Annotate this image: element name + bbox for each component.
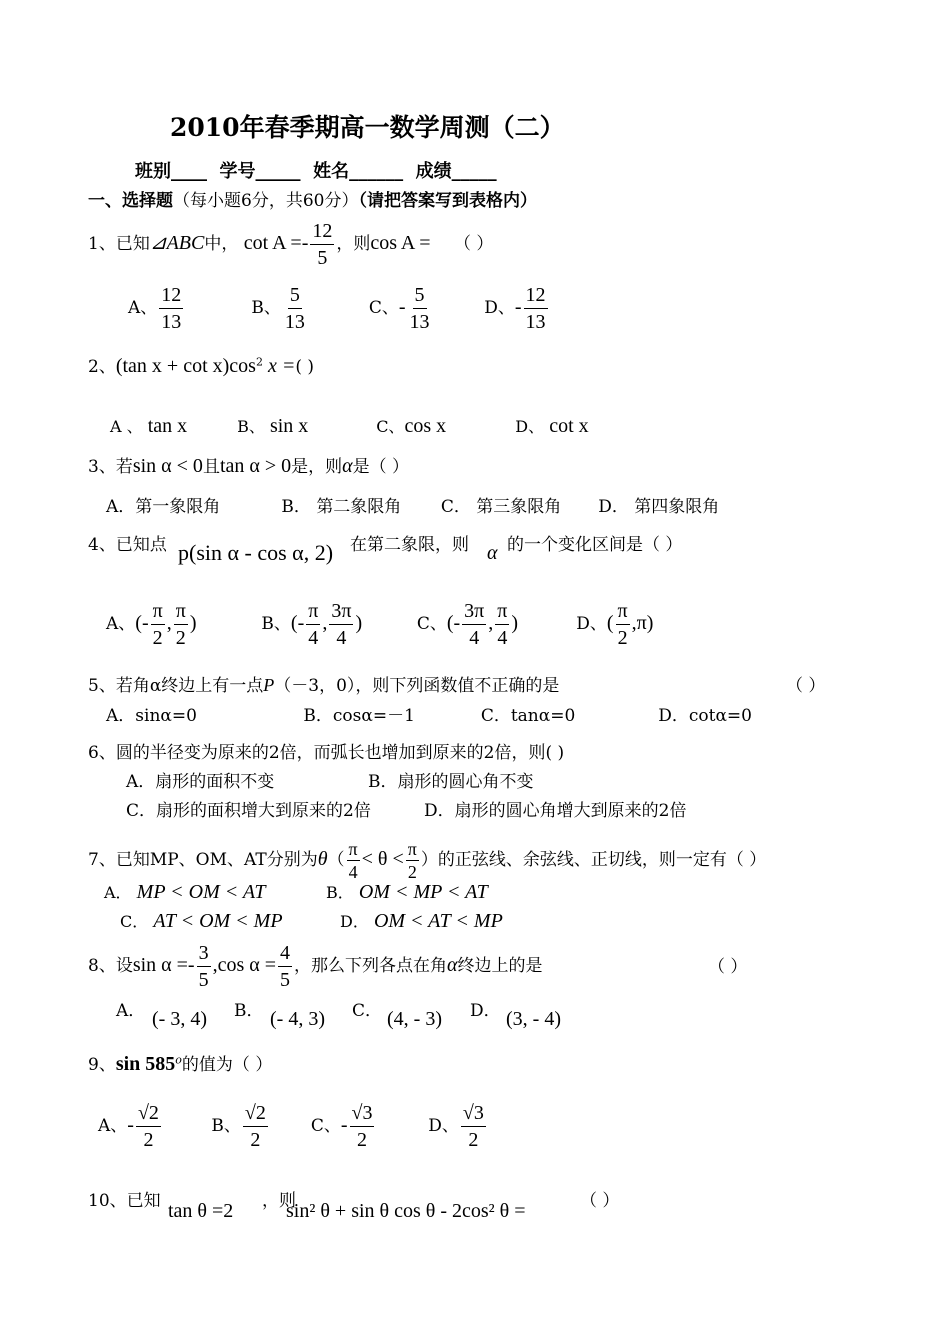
q3-tail: 是（ ） [352, 457, 410, 477]
q5-option-d: D．cotα=0 [658, 706, 752, 726]
q2-option-a: A 、 tan x [110, 415, 188, 437]
section-heading [88, 186, 537, 211]
question-7: 7、已知MP、OM、AT分别为θ（ $\frac{\pi}{4}$ < θ < $\frac{\pi}{2}$ ）的正弦线、余弦线、正切线，则一定有（ ） [88, 839, 767, 882]
q4-tail: 的一个变化区间是（ ） [507, 535, 683, 555]
q9-options [98, 1100, 488, 1153]
q1-then: ，则 [336, 234, 371, 254]
q1-options [128, 282, 550, 335]
q8-option-c: C． [352, 1001, 383, 1021]
q3-text: 是，则 [291, 457, 343, 477]
q9-option-a: A、- $\frac{√2}{2}$ [98, 1102, 159, 1151]
q7-option-c: C． AT < OM < MP [120, 910, 283, 932]
section-note-answer: （请把答案写到表格内） [358, 191, 537, 211]
q4-options [106, 598, 653, 651]
q3-alpha: α [342, 455, 353, 477]
q2-answer-paren: ( ) [295, 357, 315, 377]
q4-prefix: 4、已知点 [88, 535, 167, 555]
q3-option-d: D． 第四象限角 [598, 497, 720, 517]
question-6: 6、圆的半径变为原来的2倍，而弧长也增加到原来的2倍，则( ) [88, 743, 565, 763]
section-note: （每小题6分，共60分） [173, 191, 359, 211]
q3-prefix: 3、若 [88, 457, 133, 477]
q1-cos-expr: cos A = [370, 232, 431, 254]
q3-and: 且 [202, 457, 220, 477]
q6-option-a: A．扇形的面积不变 [126, 772, 275, 792]
q8-option-a-value: (- 3, 4) [152, 1008, 207, 1030]
q5-option-c: C．tanα=0 [480, 706, 576, 726]
page-title: 2010年春季期高一数学周测（二） [170, 113, 565, 142]
q1-option-b: B、 $\frac{5}{13}$ [251, 284, 305, 333]
q8-answer-paren: （ ） [708, 957, 748, 977]
q8-option-d: D． [470, 1001, 501, 1021]
q1-triangle: ⊿ABC [149, 232, 205, 254]
question-4 [88, 530, 167, 555]
student-info-line: 班别____ 学号_____ 姓名______ 成绩_____ [135, 161, 497, 182]
q8-option-b-value: (- 4, 3) [270, 1008, 325, 1030]
q7-option-d: D． OM < AT < MP [340, 910, 503, 932]
q3-option-c: C． 第三象限角 [440, 497, 562, 517]
q2-option-c: C、cos x [376, 415, 447, 437]
q2-exponent: 2 [255, 355, 263, 369]
q5-options [106, 701, 752, 726]
q4-option-c: C、(- $\frac{3\pi}{4}$ , $\frac{\pi}{4}$ ) [416, 600, 519, 649]
q1-answer-paren: （ ） [453, 234, 494, 254]
q8-option-c-value: (4, - 3) [387, 1008, 442, 1030]
q1-option-c: C、- $\frac{5}{13}$ [368, 284, 430, 333]
q4-option-d: D、( $\frac{\pi}{2}$ ,π) [576, 600, 654, 649]
q5-answer-paren: （ ） [786, 676, 826, 696]
q10-answer-paren: （ ） [580, 1191, 620, 1211]
q2-options [110, 414, 589, 438]
q5-option-a: A．sinα=0 [106, 706, 197, 726]
q7-option-a: A． MP < OM < AT [104, 881, 266, 903]
q3-option-a: A．第一象限角 [106, 497, 221, 517]
q9-option-b: B、 $\frac{√2}{2}$ [211, 1102, 266, 1151]
q8-option-a: A． [116, 1001, 146, 1021]
q3-cond1: sin α < 0 [132, 455, 203, 477]
q9-option-c: C、- $\frac{√3}{2}$ [310, 1102, 373, 1151]
question-10: 10、已知 [88, 1191, 161, 1211]
q2-option-b: B、 sin x [237, 415, 309, 437]
q4-text: 在第二象限，则 [350, 535, 469, 555]
q2-expr-tail: x = [262, 355, 296, 377]
question-2 [88, 352, 314, 378]
q10-then: ，则 [262, 1191, 296, 1211]
question-9: 9、sin 585$^o$的值为（ ） [88, 1053, 273, 1075]
q10-given: tan θ =2 [168, 1200, 234, 1222]
question-5: 5、若角α终边上有一点P（－3，0），则下列函数值不正确的是 [88, 675, 560, 696]
q3-option-b: B． 第二象限角 [281, 497, 402, 517]
question-1 [88, 218, 493, 271]
q10-expr: sin² θ + sin θ cos θ - 2cos² θ = [286, 1200, 526, 1222]
q3-options [106, 492, 719, 517]
q6-option-d: D．扇形的圆心角增大到原来的2倍 [424, 801, 687, 821]
q4-option-a: A、(- $\frac{\pi}{2}$ , $\frac{\pi}{2}$ ) [106, 600, 197, 649]
q2-expr: (tan x + cot x)cos [115, 355, 256, 377]
q6-option-b: B．扇形的圆心角不变 [368, 772, 534, 792]
q1-text: 中， [204, 234, 239, 254]
q2-option-d: D、 cot x [515, 415, 589, 437]
q9-option-d: D、 $\frac{√3}{2}$ [428, 1102, 484, 1151]
section-title: 一、选择题 [88, 191, 173, 211]
question-3 [88, 452, 409, 478]
q1-option-d: D、- $\frac{12}{13}$ [484, 284, 546, 333]
q5-option-b: B．cosα=－1 [303, 706, 415, 726]
q2-prefix: 2、 [88, 357, 116, 377]
q1-fraction: $\frac{12}{5}$ [312, 220, 333, 269]
q3-cond2: tan α > 0 [219, 455, 292, 477]
q4-option-b: B、(- $\frac{\pi}{4}$ , $\frac{3\pi}{4}$ ) [261, 600, 363, 649]
question-8: 8、设sin α =- $\frac{3}{5}$ ,cos α = $\frac{4}{5}$ ，那么下列各点在角α终边上的是 [88, 942, 543, 991]
q6-option-c: C．扇形的面积增大到原来的2倍 [126, 801, 371, 821]
q8-option-b: B． [234, 1001, 264, 1021]
q7-option-b: B． OM < MP < AT [326, 881, 488, 903]
q1-option-a: A、 $\frac{12}{13}$ [128, 284, 182, 333]
q1-prefix: 1、已知 [88, 234, 150, 254]
q8-option-d-value: (3, - 4) [506, 1008, 561, 1030]
q4-point: p(sin α - cos α, 2) [178, 540, 334, 565]
q4-alpha: α [487, 542, 498, 564]
q1-cot-expr: cot A =- [243, 232, 309, 254]
